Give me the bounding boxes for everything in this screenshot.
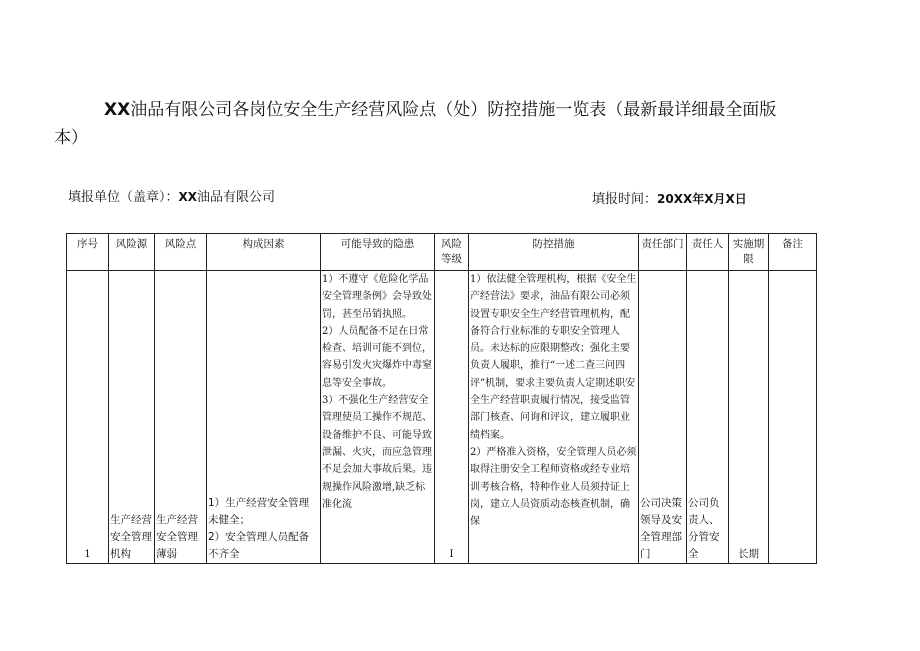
cell-measures: 1）依法健全管理机构，根据《安全生产经营法》要求，油品有限公司必须设置专职安全生产经营管理机构，配备符合行业标准的专职安全管理人员。未达标的应限期整改；强化主要负责人履职，推行“一述二查三问四评”机制，要求主要负责人定期述职安全生产经营职责履行情况，接受监管部门核查、问询和评议，建立履职业绩档案。 2）严格准入资格，安全管理人员必须取得注册安全工程师资格或经专业培训考核合格，特种作业人员须持证上岗，建立人员资质动态核查机制，确保 [469,271,639,564]
header-row [67,234,817,271]
reporting-unit [68,186,275,206]
reporting-unit-label: 填报单位（盖章）： [68,190,179,205]
header-point: 风险点 [155,234,207,271]
header-dept: 责任部门 [639,234,687,271]
cell-seq: 1 [67,271,109,564]
header-remark: 备注 [769,234,817,271]
header-measures: 防控措施 [469,234,639,271]
header-source: 风险源 [109,234,155,271]
risk-control-table [66,233,817,564]
header-level: 风险等级 [435,234,469,271]
header-seq: 序号 [67,234,109,271]
reporting-time-value: 20XX年X月X日 [657,192,747,206]
cell-person: 公司负责人、分管安全 [687,271,729,564]
header-hazards: 可能导致的隐患 [321,234,435,271]
table-row [67,271,817,564]
document-title [54,96,794,152]
reporting-time-label: 填报时间： [592,192,658,207]
title-prefix: XX [104,100,131,120]
reporting-unit-value: 油品有限公司 [197,190,276,205]
cell-factors: 1）生产经营安全管理未健全； 2）安全管理人员配备不齐全 [207,271,321,564]
reporting-unit-prefix: XX [178,190,198,204]
cell-level: I [435,271,469,564]
cell-deadline: 长期 [729,271,769,564]
header-deadline: 实施期限 [729,234,769,271]
cell-hazards: 1）不遵守《危险化学品安全管理条例》会导致处罚，甚至吊销执照。 2）人员配备不足在日常检查、培训可能不到位，容易引发火灾爆炸中毒窒息等安全事故。 3）不强化生产经营安全管理使员工操作不规范、设备维护不良、可能导致泄漏、火灾，而应急管理不足会加大事故后果。违规操作风险激增,缺乏标准化流 [321,271,435,564]
header-person: 责任人 [687,234,729,271]
title-text: 油品有限公司各岗位安全生产经营风险点（处）防控措施一览表（最新最详细最全面版本） [54,100,777,148]
cell-dept: 公司决策领导及安全管理部门 [639,271,687,564]
header-factors: 构成因素 [207,234,321,271]
cell-remark [769,271,817,564]
reporting-time [592,188,747,208]
cell-point: 生产经营安全管理薄弱 [155,271,207,564]
cell-source: 生产经营安全管理机构 [109,271,155,564]
